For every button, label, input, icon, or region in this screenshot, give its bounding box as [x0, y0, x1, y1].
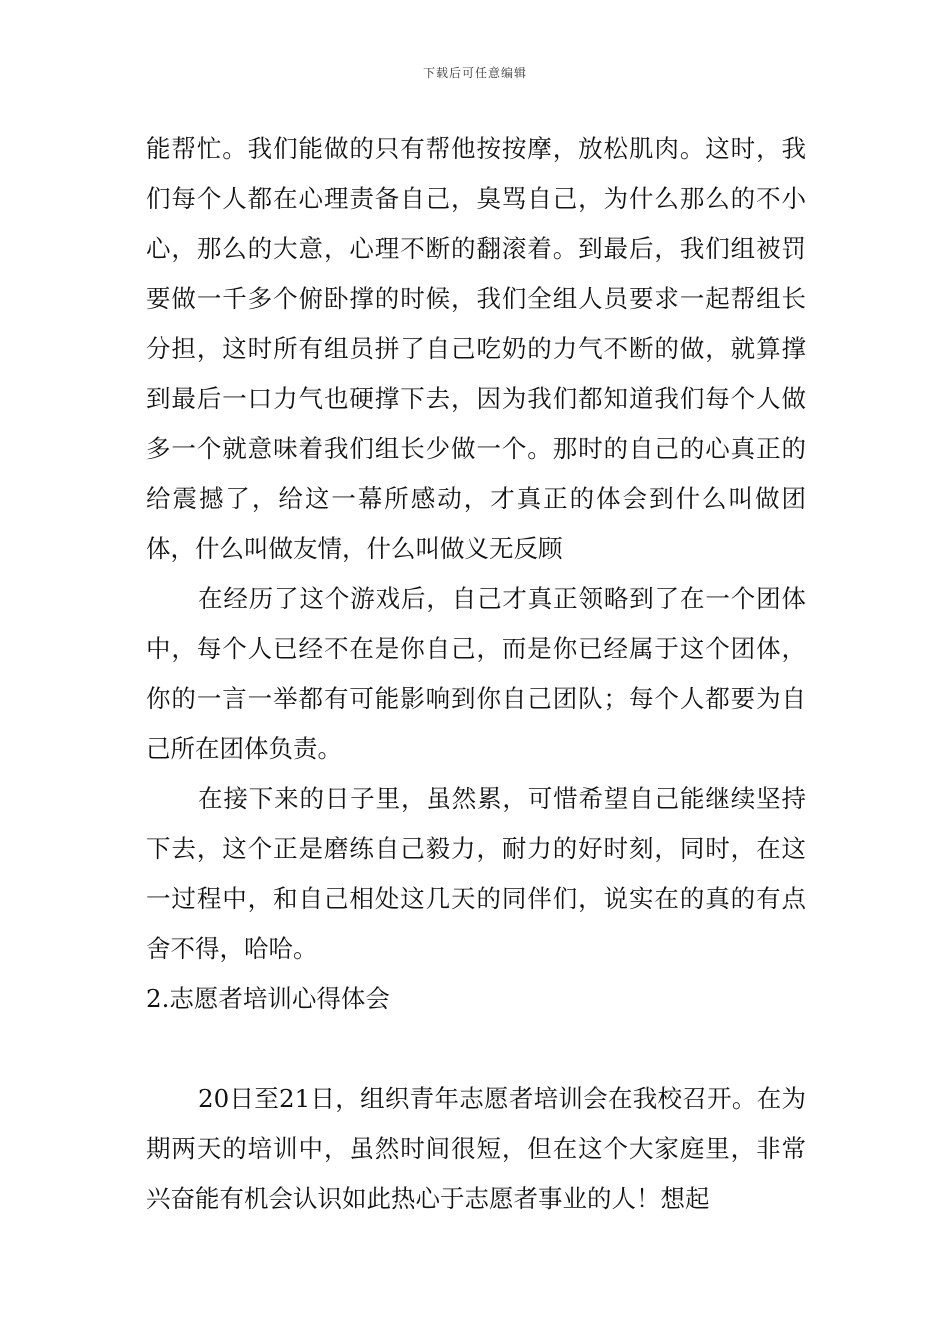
page-header: 下载后可任意编辑 — [422, 66, 527, 80]
section-heading: 2.志愿者培训心得体会 — [146, 984, 390, 1013]
paragraph-3: 在接下来的日子里，虽然累，可惜希望自己能继续坚持下去，这个正是磨练自己毅力，耐力的好时刻，同时，在这一过程中，和自己相处这几天的同伴们，说实在的真的有点舍不得，哈哈。 — [146, 784, 806, 963]
paragraph-1: 能帮忙。我们能做的只有帮他按按摩，放松肌肉。这时，我们每个人都在心理责备自己，臭骂自己，为什么那么的不小心，那么的大意，心理不断的翻滚着。到最后，我们组被罚要做一千多个俯卧撑的时候，我们全组人员要求一起帮组长分担，这时所有组员拼了自己吃奶的力气不断的做，就算撑到最后一口力气也硬撑下去，因为我们都知道我们每个人做多一个就意味着我们组长少做一个。那时的自己的心真正的给震撼了，给这一幕所感动，才真正的体会到什么叫做团体，什么叫做友情，什么叫做义无反顾 — [146, 134, 806, 563]
document-body — [146, 124, 806, 1224]
paragraph-4: 20日至21日，组织青年志愿者培训会在我校召开。在为期两天的培训中，虽然时间很短，但在这个大家庭里，非常兴奋能有机会认识如此热心于志愿者事业的人！想起 — [146, 1084, 806, 1213]
paragraph-2: 在经历了这个游戏后，自己才真正领略到了在一个团体中，每个人已经不在是你自己，而是你已经属于这个团体，你的一言一举都有可能影响到你自己团队；每个人都要为自己所在团体负责。 — [146, 584, 806, 763]
blank-line — [146, 1024, 806, 1074]
